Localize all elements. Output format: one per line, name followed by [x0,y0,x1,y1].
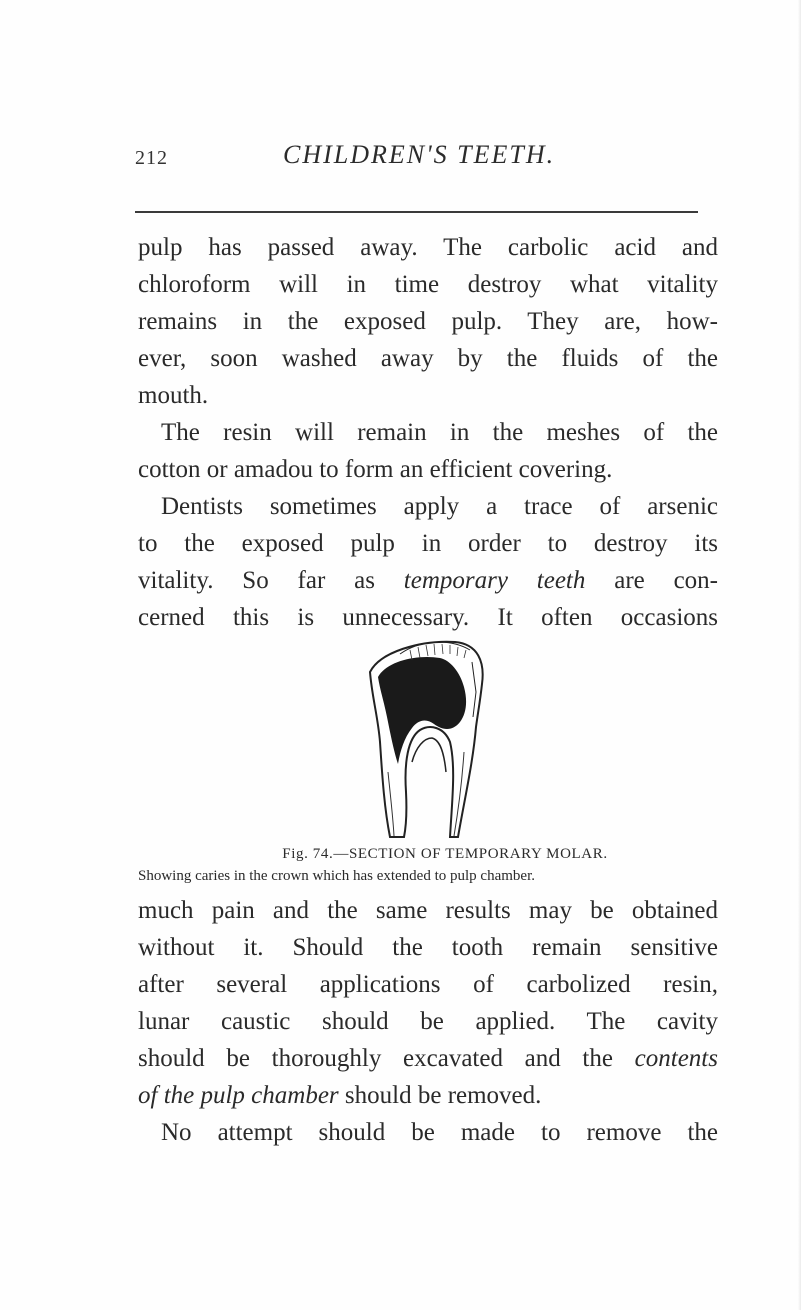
emphasis-contents: contents [634,1045,718,1072]
paragraph-arsenic [138,488,718,636]
tooth-section-figure [360,632,495,842]
text-line: No attempt should be made to remove the [161,1119,718,1146]
page-number: 212 [135,147,168,169]
tooth-section-icon [360,632,495,842]
running-head [135,140,700,180]
text-line-mixed [138,1077,718,1114]
text-line: cerned this is unnecessary. It often occasions [138,604,718,631]
paragraph-carbolic [138,229,718,414]
text-line: lunar caustic should be applied. The cavity [138,1008,718,1035]
text-line: to the exposed pulp in order to destroy its [138,530,718,557]
figure-caption-title: Fig. 74.—SECTION OF TEMPORARY MOLAR. [282,846,608,862]
text-fragment: should be thoroughly excavated and the [138,1045,613,1072]
text-line: after several applications of carbolized resin, [138,971,718,998]
text-line: remains in the exposed pulp. They are, how- [138,308,718,335]
body-text-top [138,229,718,636]
text-line: much pain and the same results may be obtained [138,897,718,924]
paragraph-no-attempt [138,1114,718,1151]
text-line: without it. Should the tooth remain sensitive [138,934,718,961]
header-rule [135,211,698,213]
text-line: The resin will remain in the meshes of the [161,419,718,446]
text-line: Dentists sometimes apply a trace of arsenic [161,493,718,520]
text-fragment: vitality. So far as [138,567,375,594]
text-fragment: should be removed. [344,1082,542,1109]
text-line: chloroform will in time destroy what vitality [138,271,718,298]
text-line: pulp has passed away. The carbolic acid and [138,234,718,261]
body-text-bottom [138,892,718,1151]
text-fragment: are con- [614,567,718,594]
text-line-mixed [138,562,718,599]
text-line: ever, soon washed away by the fluids of the [138,345,718,372]
text-line: mouth. [138,382,209,409]
paragraph-resin [138,414,718,488]
emphasis-temporary-teeth: temporary teeth [403,567,586,594]
text-line: cotton or amadou to form an efficient covering. [138,456,613,483]
text-line-mixed [138,1040,718,1077]
running-title: CHILDREN'S TEETH. [283,140,556,169]
emphasis-pulp-chamber: of the pulp chamber [138,1082,339,1109]
figure-caption-description: Showing caries in the crown which has extended to pulp chamber. [138,868,535,884]
paragraph-pain [138,892,718,1114]
